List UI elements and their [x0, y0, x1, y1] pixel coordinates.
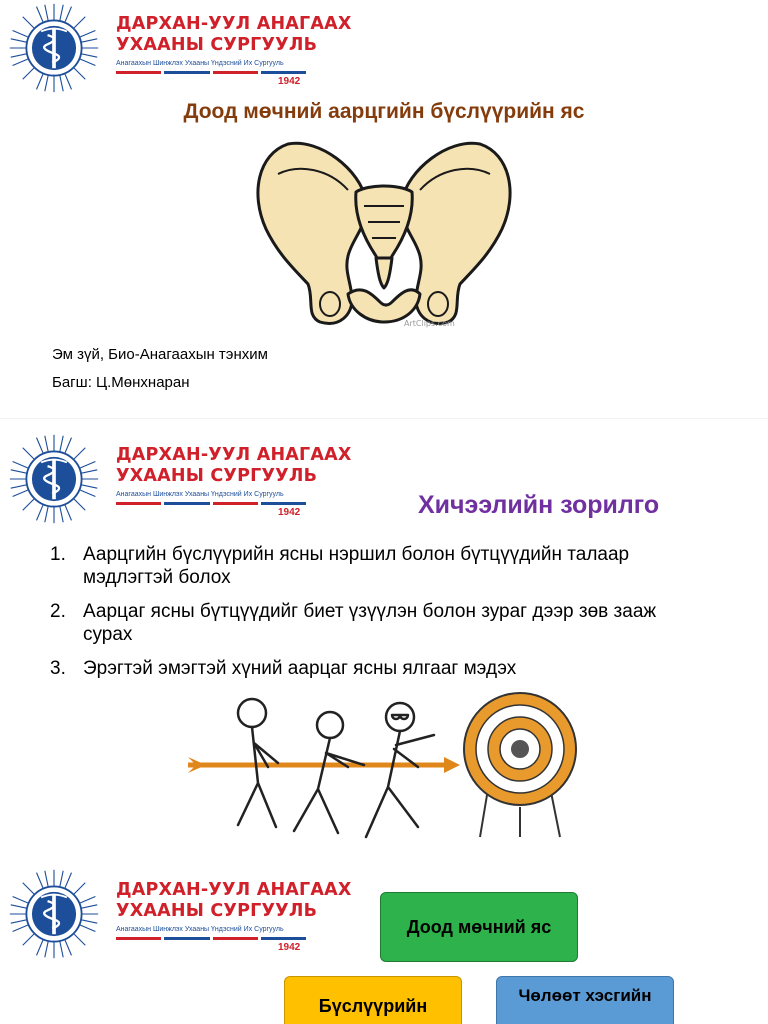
list-item	[50, 600, 690, 646]
logo-title-line2: УХААНЫ СУРГУУЛЬ	[116, 466, 318, 486]
logo-title-line1: ДАРХАН-УУЛ АНАГААХ	[116, 445, 352, 465]
lower-limb-bones-box: Доод мөчний яс	[380, 892, 578, 962]
school-emblem-icon	[8, 868, 100, 960]
school-logo	[8, 433, 352, 523]
logo-divider	[116, 502, 306, 505]
school-emblem-icon	[8, 2, 100, 94]
goal-text: Аарцгийн бүслүүрийн ясны нэршил болон бүтцүүдийн талаар мэдлэгтэй болох	[83, 544, 630, 588]
logo-subtitle: Анагаахын Шинжлэх Ухааны Үндэсний Их Сургууль	[116, 60, 284, 67]
logo-subtitle: Анагаахын Шинжлэх Ухааны Үндэсний Их Сургууль	[116, 491, 284, 498]
slide-3	[0, 858, 768, 1024]
goal-list	[50, 543, 690, 691]
free-part-bones-box: Чөлөөт хэсгийн	[496, 976, 674, 1024]
teacher-text: Багш: Ц.Мөнхнаран	[52, 374, 190, 391]
girdle-bones-box: Бүслүүрийн	[284, 976, 462, 1024]
logo-title-line1: ДАРХАН-УУЛ АНАГААХ	[116, 14, 352, 34]
department-text: Эм зүй, Био-Анагаахын тэнхим	[52, 346, 268, 363]
school-logo	[8, 2, 352, 92]
logo-subtitle: Анагаахын Шинжлэх Ухааны Үндэсний Их Сургууль	[116, 926, 284, 933]
logo-divider	[116, 71, 306, 74]
team-target-illustration	[168, 687, 608, 859]
goal-text: Эрэгтэй эмэгтэй хүний аарцаг ясны ялгааг мэдэх	[83, 658, 517, 679]
logo-year: 1942	[278, 507, 301, 518]
slide-1	[0, 0, 768, 418]
goal-number: 1.	[50, 544, 66, 565]
logo-title-line2: УХААНЫ СУРГУУЛЬ	[116, 901, 318, 921]
goal-number: 3.	[50, 658, 66, 679]
logo-title-line1: ДАРХАН-УУЛ АНАГААХ	[116, 880, 352, 900]
image-watermark: ArtClips.com	[404, 319, 455, 328]
school-emblem-icon	[8, 433, 100, 525]
logo-year: 1942	[278, 942, 301, 953]
logo-year: 1942	[278, 76, 301, 87]
list-item	[50, 543, 690, 589]
list-item	[50, 657, 690, 680]
pelvis-illustration	[248, 134, 520, 330]
slide-2	[0, 418, 768, 858]
goal-text: Аарцаг ясны бүтцүүдийг биет үзүүлэн болон зураг дээр зөв зааж сурах	[83, 601, 657, 645]
lesson-goals-heading: Хичээлийн зорилго	[418, 491, 660, 519]
logo-title-line2: УХААНЫ СУРГУУЛЬ	[116, 35, 318, 55]
school-logo	[8, 868, 352, 958]
goal-number: 2.	[50, 601, 66, 622]
logo-divider	[116, 937, 306, 940]
slide-title: Доод мөчний аарцгийн бүслүүрийн яс	[183, 100, 585, 123]
